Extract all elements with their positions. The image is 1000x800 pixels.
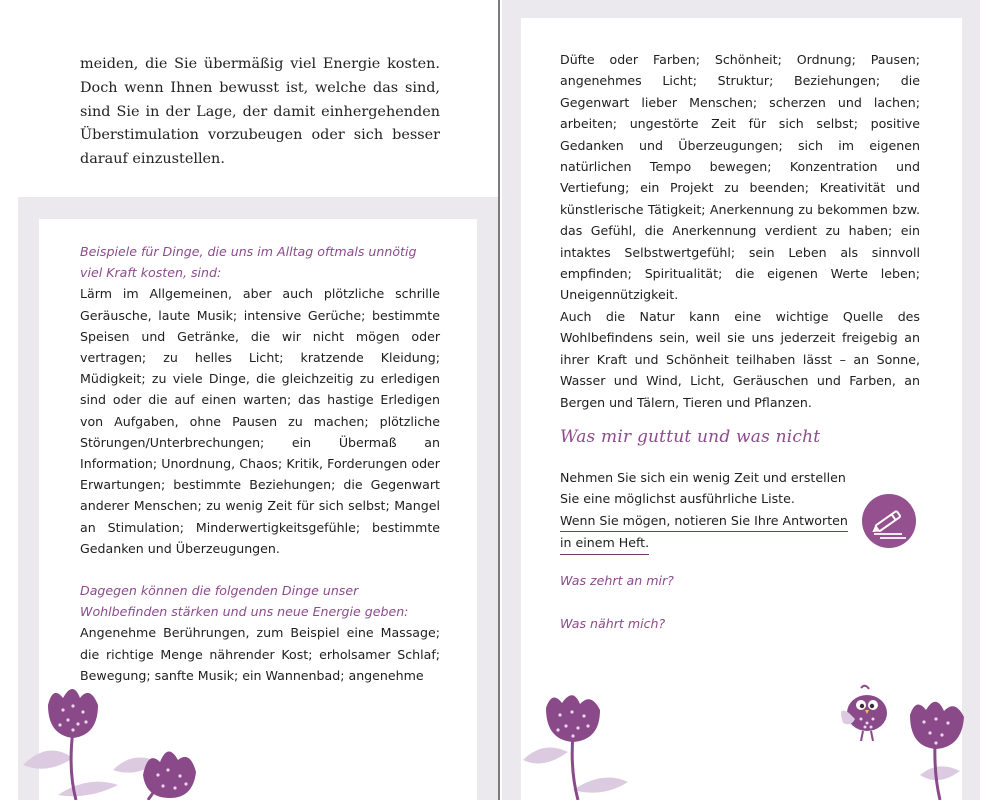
- pen-writing-icon: [862, 494, 916, 548]
- exercise-instructions: [560, 467, 860, 555]
- exercise-note-line-b: in einem Heft.: [560, 532, 649, 554]
- left-page: [0, 0, 498, 800]
- bird-illustration: [835, 683, 895, 745]
- tulip-illustration-right-edge: [900, 695, 980, 800]
- section-heading: Was mir guttut und was nicht: [560, 427, 821, 447]
- exercise-note-line-a: Wenn Sie mögen, notieren Sie Ihre Antworten: [560, 510, 848, 532]
- energy-drains-list: Lärm im Allgemeinen, aber auch plötzliche schrille Geräusche, laute Musik; intensive Gerüche; bestimmte Speisen und Getränke, die wir nicht mögen oder vertragen; zu helles Licht; kratzende Kleidung; Müdigkeit; zu viele Dinge, die gleichzeitig zu erledigen sind oder die auf einen warten; das hastige Erledigen von Aufgaben, ohne Pausen zu machen; plötzliche Störungen/Unterbrechungen; ein Übermaß an Information; Unordnung, Chaos; Kritik, Forderungen oder Erwartungen; bestimmte Beziehungen; die Gegenwart anderer Menschen; zu wenig Zeit für sich selbst; Mangel an Stimulation; Minderwertigkeitsgefühle; bestimmte Gedanken und Überzeugungen.: [80, 286, 440, 556]
- energy-sources-list-start: Angenehme Berührungen, zum Beispiel eine Massage; die richtige Menge nährender Kost; erholsamer Schlaf; Bewegung; sanfte Musik; ein Wannenbad; angenehme: [80, 625, 440, 683]
- lead-energy-sources: Dagegen können die folgenden Dinge unser Wohlbefinden stärken und uns neue Energie geben:: [80, 583, 409, 620]
- tulip-illustration-right: [518, 690, 648, 800]
- question-what-nourishes: Was nährt mich?: [560, 616, 666, 631]
- page-gutter: [498, 0, 500, 800]
- tulip-illustration-left: [18, 680, 218, 800]
- intro-text: meiden, die Sie übermäßig viel Energie kosten. Doch wenn Ihnen bewusst ist, welche das sind, sind Sie in der Lage, der damit einhergehenden Überstimulation vorzubeugen oder sich besser darauf einzustellen.: [80, 56, 440, 168]
- left-intro-paragraph: [80, 53, 440, 172]
- exercise-line: Nehmen Sie sich ein wenig Zeit und erstellen Sie eine möglichst ausführliche Liste.: [560, 470, 846, 507]
- lead-energy-drains: Beispiele für Dinge, die uns im Alltag oftmals unnötig viel Kraft kosten, sind:: [80, 244, 417, 281]
- left-box-content: [80, 241, 440, 686]
- nature-paragraph: Auch die Natur kann eine wichtige Quelle des Wohlbefindens sein, weil sie uns jederzeit freigebig an ihrer Kraft und Schönheit teilhaben lässt – an Sonne, Wasser und Wind, Licht, Geräuschen und Farben, an Bergen und Tälern, Tieren und Pflanzen.: [560, 308, 920, 410]
- question-what-drains: Was zehrt an mir?: [560, 573, 674, 588]
- energy-sources-list-cont: Düfte oder Farben; Schönheit; Ordnung; Pausen; angenehmes Licht; Struktur; Beziehungen; die Gegenwart lieber Menschen; scherzen und lachen; arbeiten; ungestörte Zeit für sich selbst; positive Gedanken und Überzeugungen; sich im eigenen natürlichen Tempo bewegen; Konzentration und Vertiefung; ein Projekt zu beenden; Kreativität und künstlerische Tätigkeit; Anerkennung zu bekommen bzw. das Gefühl, die Anerkennung verdient zu haben; ein intaktes Selbstwertgefühl; sein Leben als sinnvoll empfinden; Spiritualität; die eigenen Werte leben; Uneigennützigkeit.: [560, 52, 920, 303]
- right-box-content: [560, 49, 920, 413]
